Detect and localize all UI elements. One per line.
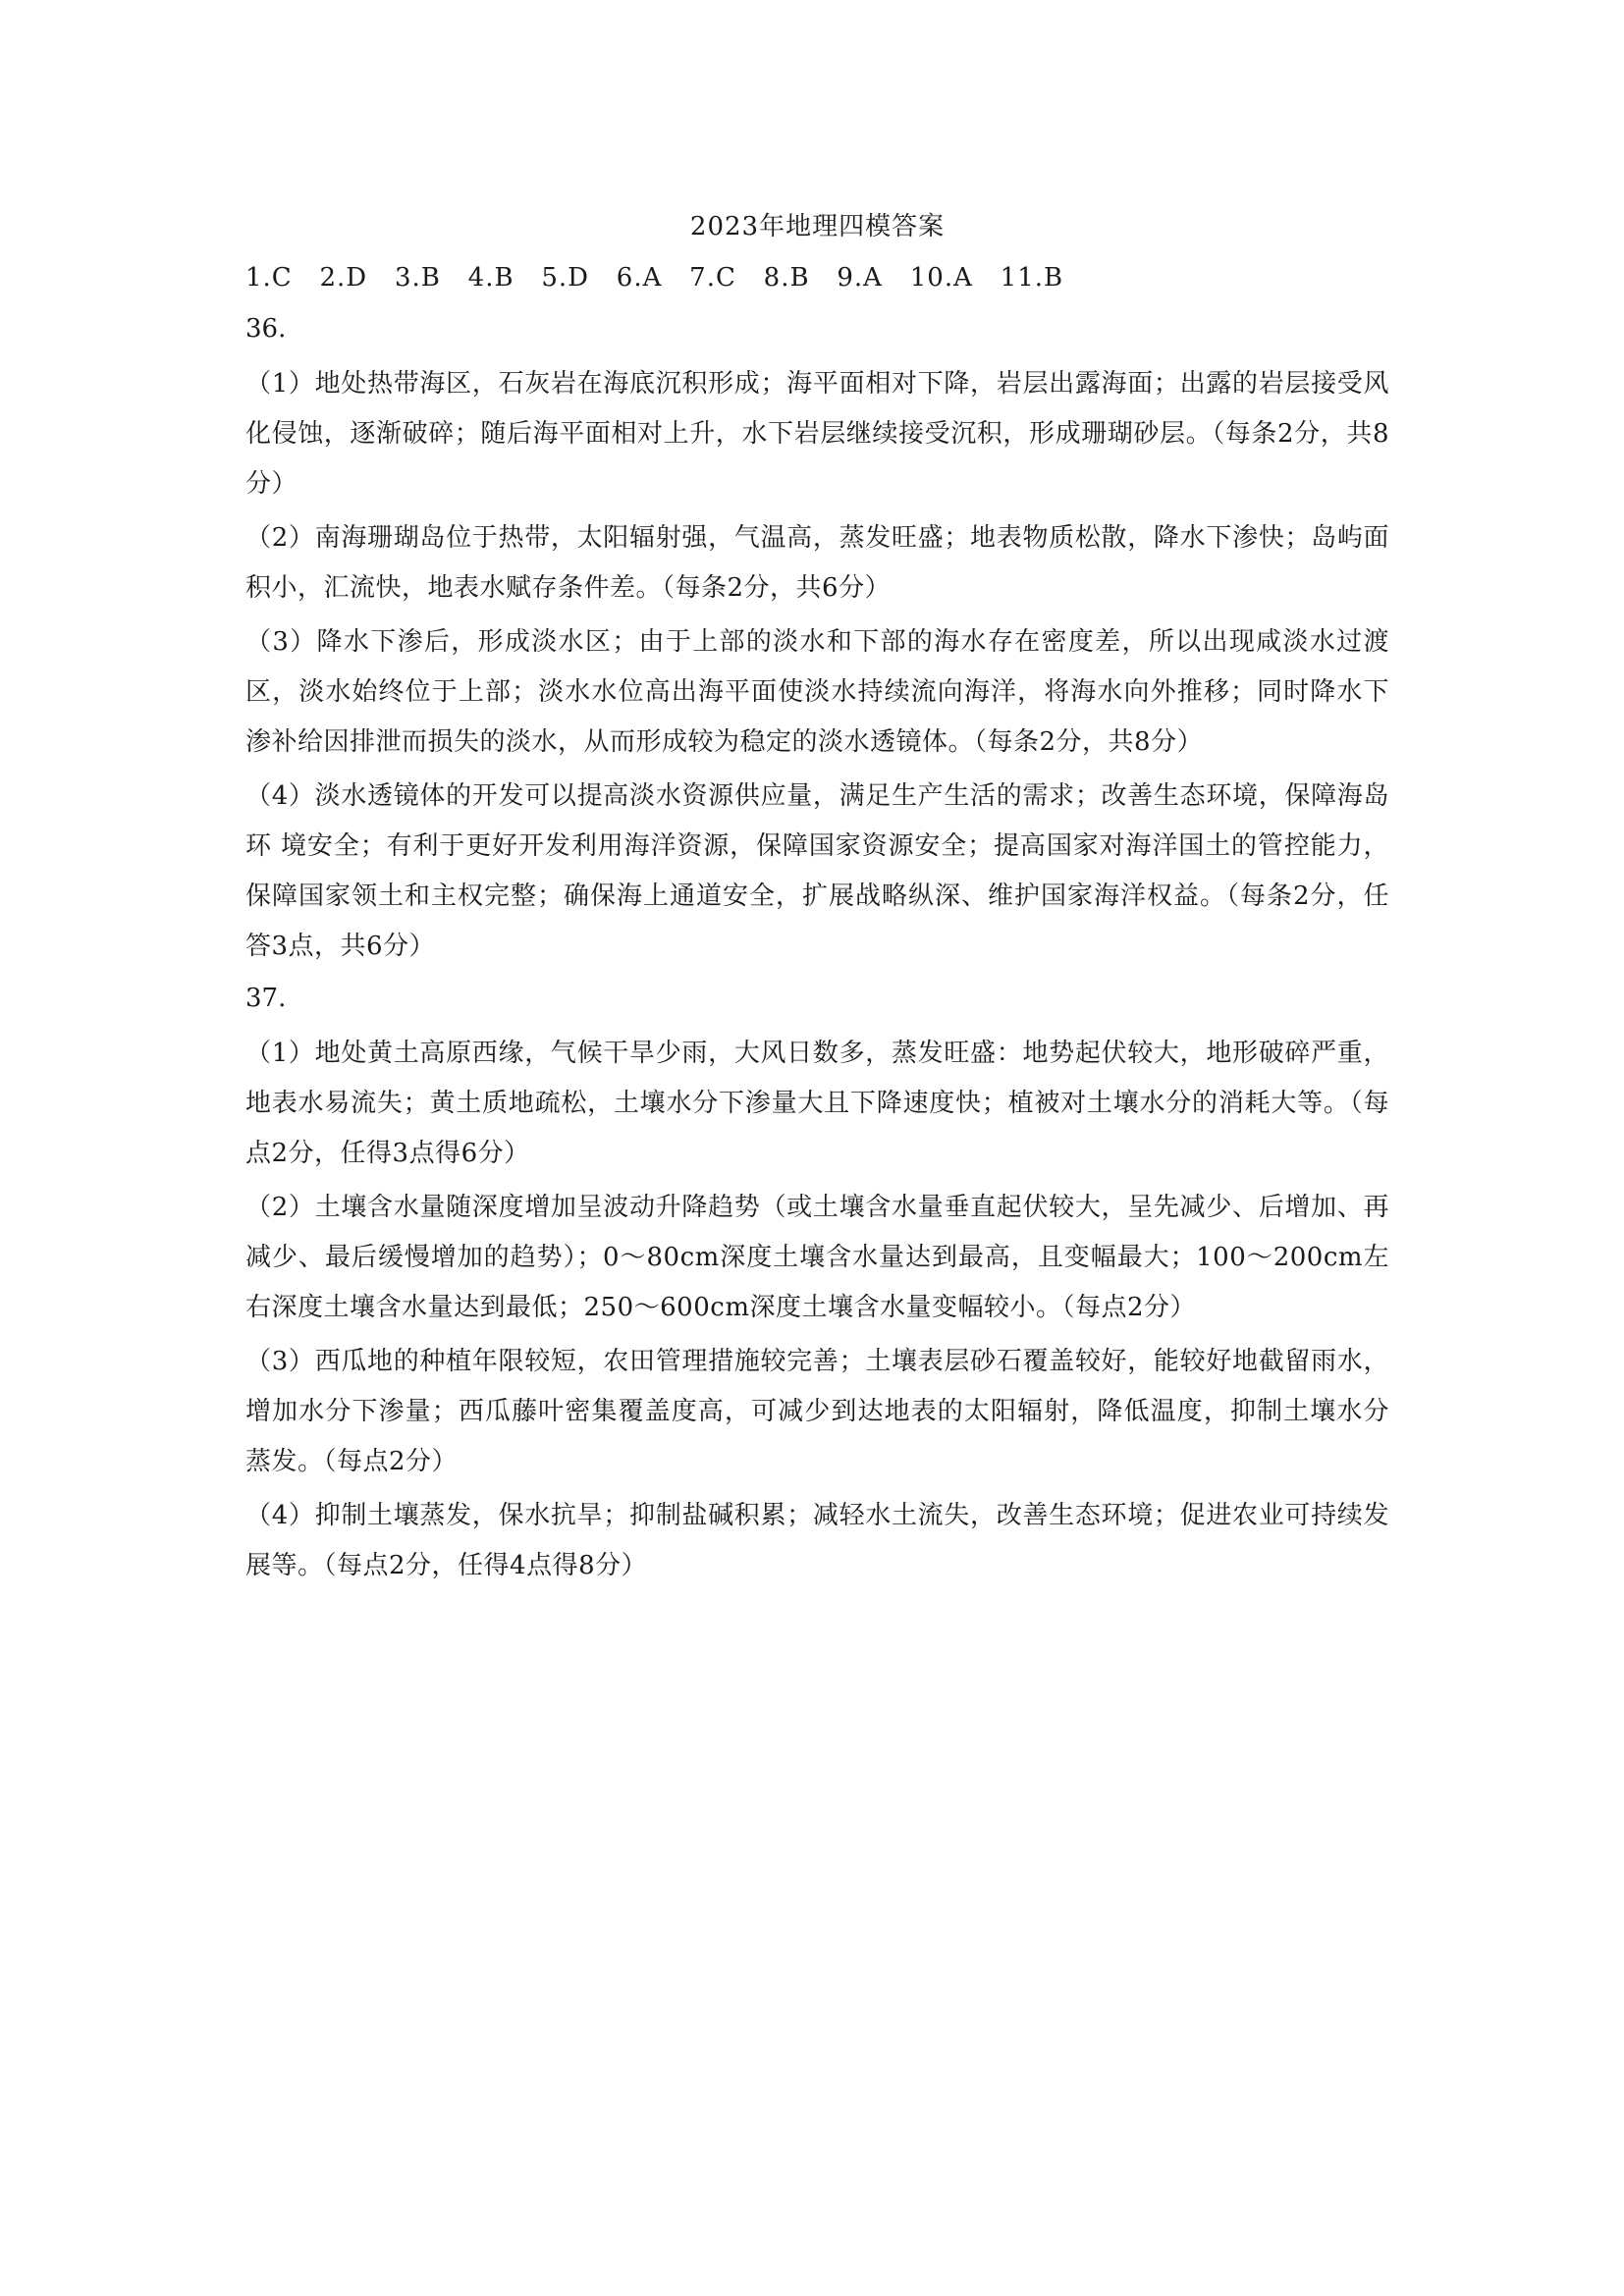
question-36-number: 36. — [245, 314, 287, 344]
question-37-part-1: （1）地处黄土高原西缘，气候干旱少雨，大风日数多，蒸发旺盛：地势起伏较大，地形破碎严重，地表水易流失；黄土质地疏松，土壤水分下渗量大且下降速度快；植被对土壤水分的消耗大等。（每点2分，任得3点得6分） — [245, 1039, 1389, 1168]
question-36-part-1: （1）地处热带海区，石灰岩在海底沉积形成；海平面相对下降，岩层出露海面；出露的岩层接受风化侵蚀，逐渐破碎；随后海平面相对上升，水下岩层继续接受沉积，形成珊瑚砂层。（每条2分，共8分） — [245, 369, 1389, 499]
question-37-number: 37. — [245, 984, 287, 1013]
document-title: 2023年地理四模答案 — [689, 212, 946, 241]
question-36-part-4: （4）淡水透镜体的开发可以提高淡水资源供应量，满足生产生活的需求；改善生态环境，保障海岛环 境安全；有利于更好开发利用海洋资源，保障国家资源安全；提高国家对海洋国土的管控能力，保障国家领土和主权完整；确保海上通道安全，扩展战略纵深、维护国家海洋权益。（每条2分，任答3点，共6分） — [245, 781, 1389, 961]
question-36-part-3: （3）降水下渗后，形成淡水区；由于上部的淡水和下部的海水存在密度差，所以出现咸淡水过渡区，淡水始终位于上部；淡水水位高出海平面使淡水持续流向海洋，将海水向外推移；同时降水下渗补给因排泄而损失的淡水，从而形成较为稳定的淡水透镜体。（每条2分，共8分） — [245, 627, 1389, 757]
question-37-part-4: （4）抑制土壤蒸发，保水抗旱；抑制盐碱积累；减轻水土流失，改善生态环境；促进农业可持续发展等。（每点2分，任得4点得8分） — [245, 1501, 1389, 1580]
question-36-part-2: （2）南海珊瑚岛位于热带，太阳辐射强，气温高，蒸发旺盛；地表物质松散，降水下渗快；岛屿面积小，汇流快，地表水赋存条件差。（每条2分，共6分） — [245, 523, 1389, 603]
question-37-part-2: （2）土壤含水量随深度增加呈波动升降趋势（或土壤含水量垂直起伏较大，呈先减少、后增加、再减少、最后缓慢增加的趋势）；0～80cm深度土壤含水量达到最高，且变幅最大；100～200cm左右深度土壤含水量达到最低；250～600cm深度土壤含水量变幅较小。（每点2分） — [245, 1193, 1389, 1322]
document-content — [245, 206, 1389, 1595]
question-37-part-3: （3）西瓜地的种植年限较短，农田管理措施较完善；土壤表层砂石覆盖较好，能较好地截留雨水，增加水分下渗量；西瓜藤叶密集覆盖度高，可减少到达地表的太阳辐射，降低温度，抑制土壤水分蒸发。（每点2分） — [245, 1347, 1389, 1476]
choice-answers: 1.C 2.D 3.B 4.B 5.D 6.A 7.C 8.B 9.A 10.A 11.B — [245, 263, 1064, 293]
